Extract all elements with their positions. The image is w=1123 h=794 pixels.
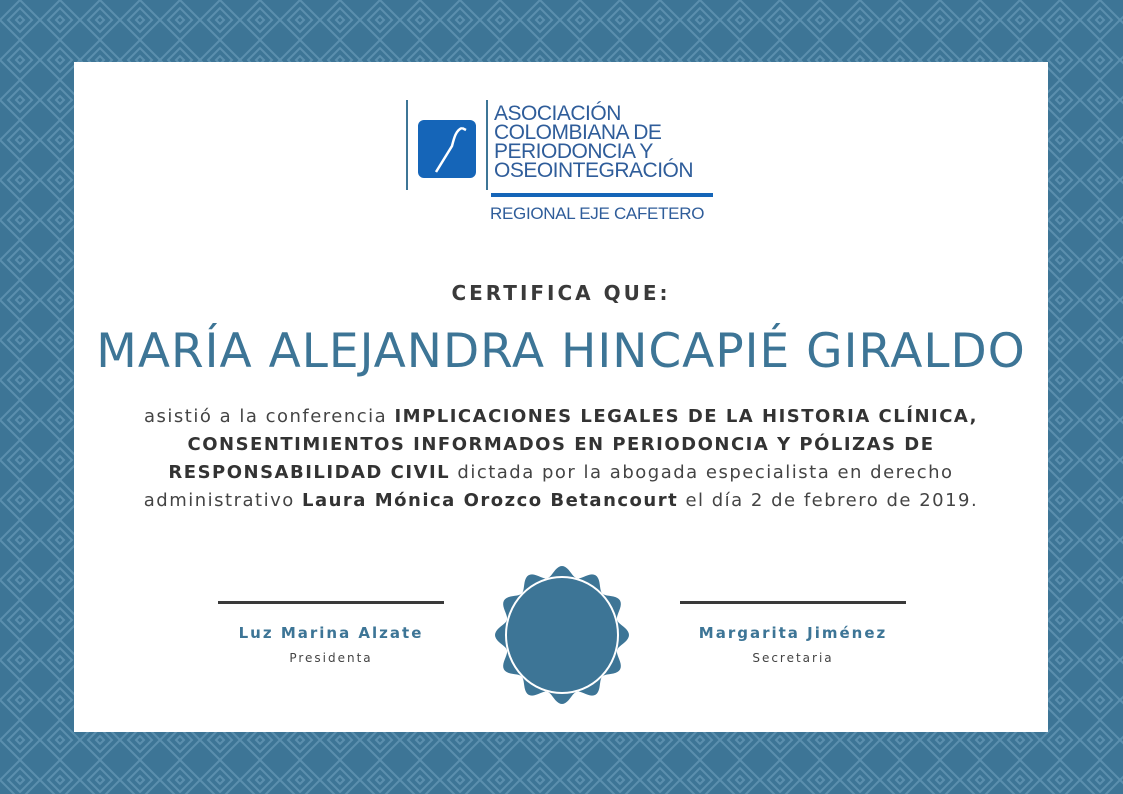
certificate-body bbox=[114, 403, 1008, 515]
logo-line: OSEOINTEGRACIÓN bbox=[494, 159, 694, 182]
conference-title: IMPLICACIONES LEGALES DE LA HISTORIA CLÍNICA, CONSENTIMIENTOS INFORMADOS EN PERIODONCIA Y PÓLIZAS DE RESPONSABILIDAD CIVIL bbox=[168, 406, 979, 483]
speaker-name: Laura Mónica Orozco Betancourt bbox=[302, 490, 679, 511]
logo-divider bbox=[406, 100, 408, 190]
signature-line bbox=[218, 601, 444, 604]
association-logo bbox=[406, 100, 718, 230]
dental-probe-icon bbox=[418, 120, 476, 178]
signer-role: Secretaria bbox=[752, 651, 834, 665]
certifies-heading: CERTIFICA QUE: bbox=[451, 281, 671, 305]
logo-subtitle: REGIONAL EJE CAFETERO bbox=[490, 204, 705, 223]
logo-divider bbox=[486, 100, 488, 190]
logo-wordmark bbox=[494, 104, 724, 180]
logo-line: COLOMBIANA DE bbox=[494, 121, 662, 144]
logo-line: PERIODONCIA Y bbox=[494, 140, 653, 163]
signature-line bbox=[680, 601, 906, 604]
recipient-name: MARÍA ALEJANDRA HINCAPIÉ GIRALDO bbox=[96, 324, 1026, 379]
signer-name: Margarita Jiménez bbox=[698, 624, 888, 642]
signer-role: Presidenta bbox=[289, 651, 373, 665]
certificate-card bbox=[74, 62, 1048, 732]
middle-text: dictada por la abogada especialista en derecho administrativo bbox=[143, 462, 954, 511]
seal-badge-icon bbox=[494, 565, 630, 705]
signer-name: Luz Marina Alzate bbox=[238, 624, 424, 642]
logo-underline bbox=[491, 193, 713, 197]
logo-line: ASOCIACIÓN bbox=[494, 102, 621, 125]
signature-block-secretary bbox=[680, 601, 906, 665]
date-text: el día 2 de febrero de 2019. bbox=[685, 490, 979, 511]
intro-text: asistió a la conferencia bbox=[143, 406, 388, 427]
signature-block-president bbox=[218, 601, 444, 665]
